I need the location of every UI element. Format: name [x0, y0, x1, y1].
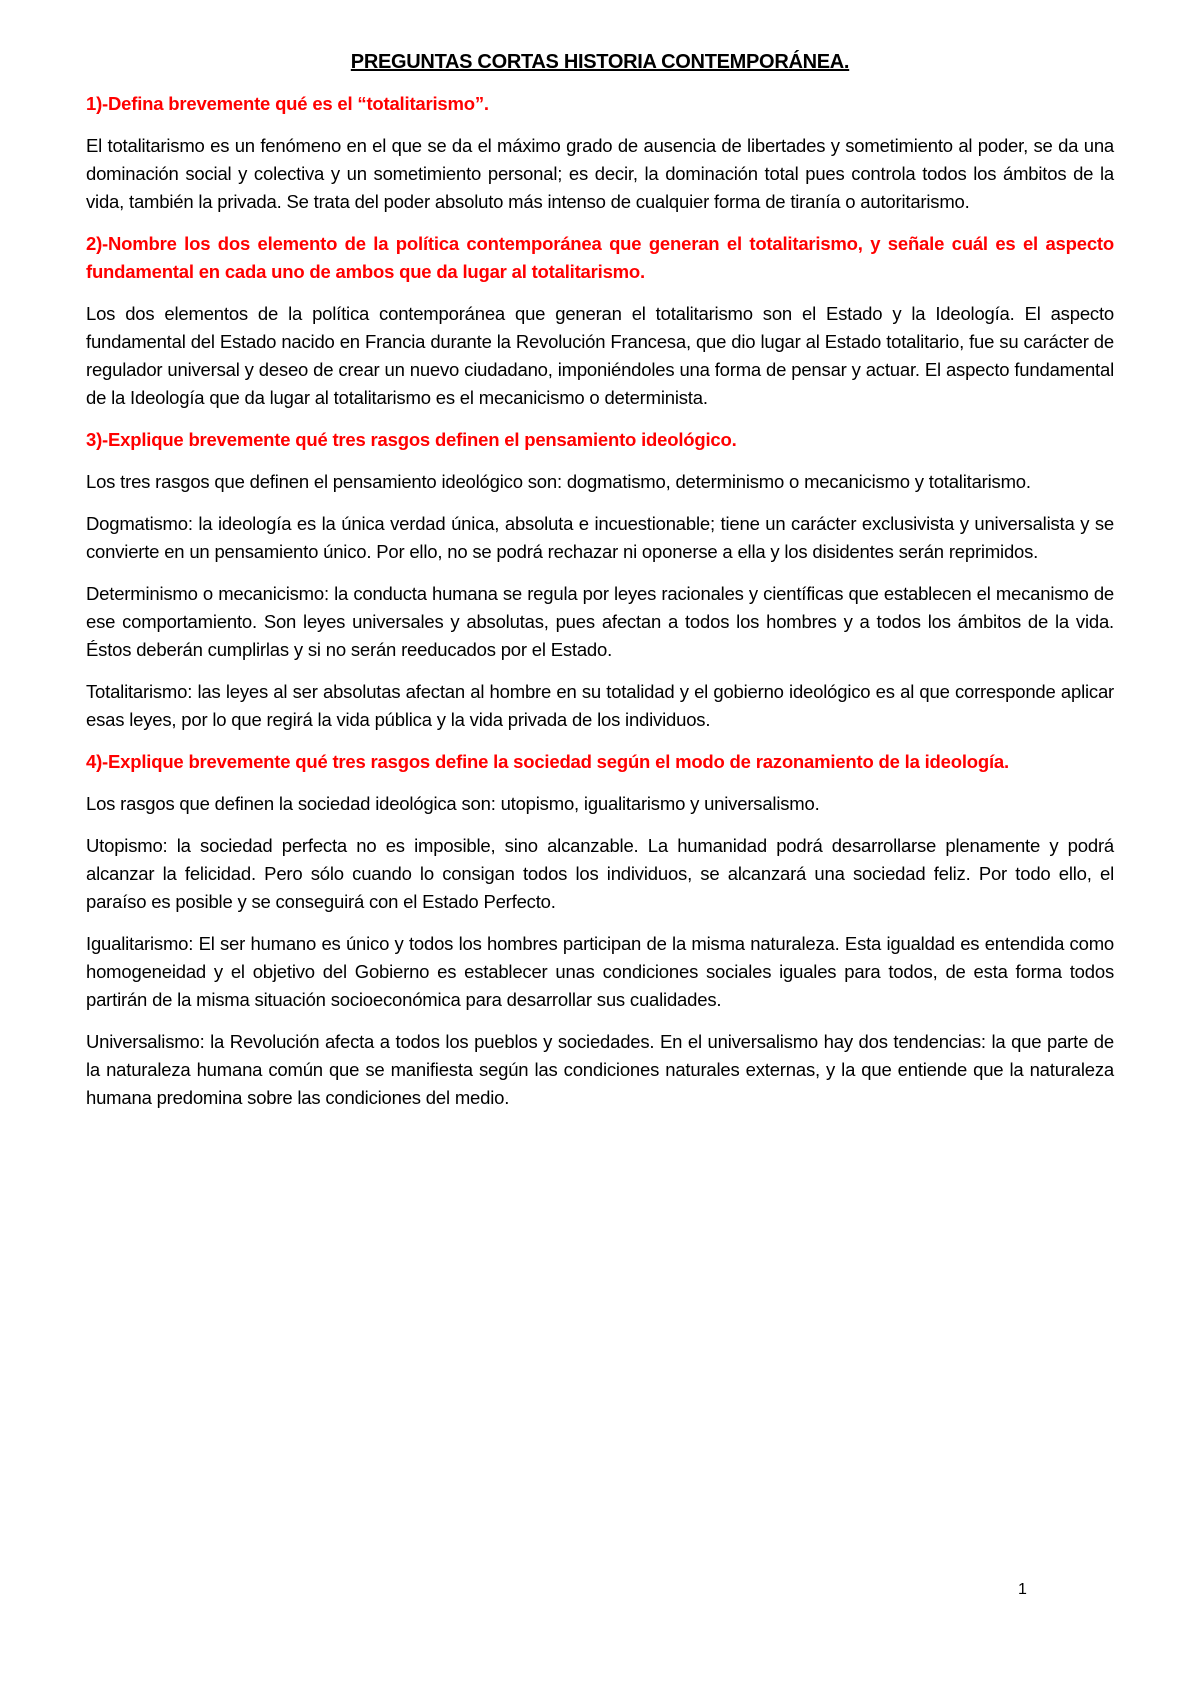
answer-3-totalitarismo: Totalitarismo: las leyes al ser absolutas afectan al hombre en su totalidad y el gobierno ideológico es al que corresponde aplicar esas leyes, por lo que regirá la vida pública y la vida privada de los individuos.: [86, 681, 1114, 730]
question-1: 1)-Defina brevemente qué es el “totalitarismo”.: [86, 93, 489, 114]
page-number: 1: [1018, 1581, 1027, 1598]
question-2: 2)-Nombre los dos elemento de la política contemporánea que generan el totalitarismo, y señale cuál es el aspecto fundamental en cada uno de ambos que da lugar al totalitarismo.: [86, 233, 1114, 282]
answer-2-paragraph-1: Los dos elementos de la política contemporánea que generan el totalitarismo son el Estado y la Ideología. El aspecto fundamental del Estado nacido en Francia durante la Revolución Francesa, que dio lugar al Estado totalitario, fue su carácter de regulador universal y deseo de crear un nuevo ciudadano, imponiéndoles una forma de pensar y actuar. El aspecto fundamental de la Ideología que da lugar al totalitarismo es el mecanicismo o determinista.: [86, 303, 1114, 408]
answer-3-determinismo: Determinismo o mecanicismo: la conducta humana se regula por leyes racionales y científicas que establecen el mecanismo de ese comportamiento. Son leyes universales y absolutas, pues afectan a todos los hombres y a todos los ámbitos de la vida. Éstos deberán cumplirlas y si no serán reeducados por el Estado.: [86, 583, 1114, 660]
answer-4-utopismo: Utopismo: la sociedad perfecta no es imposible, sino alcanzable. La humanidad podrá desarrollarse plenamente y podrá alcanzar la felicidad. Pero sólo cuando lo consigan todos los individuos, se alcanzará una sociedad feliz. Por todo ello, el paraíso es posible y se conseguirá con el Estado Perfecto.: [86, 835, 1114, 912]
question-4: 4)-Explique brevemente qué tres rasgos define la sociedad según el modo de razonamiento de la ideología.: [86, 751, 1009, 772]
answer-3-dogmatismo: Dogmatismo: la ideología es la única verdad única, absoluta e incuestionable; tiene un carácter exclusivista y universalista y se convierte en un pensamiento único. Por ello, no se podrá rechazar ni oponerse a ella y los disidentes serán reprimidos.: [86, 513, 1114, 562]
question-3: 3)-Explique brevemente qué tres rasgos definen el pensamiento ideológico.: [86, 429, 737, 450]
answer-1-paragraph-1: El totalitarismo es un fenómeno en el que se da el máximo grado de ausencia de libertades y sometimiento al poder, se da una dominación social y colectiva y un sometimiento personal; es decir, la dominación total pues controla todos los ámbitos de la vida, también la privada. Se trata del poder absoluto más intenso de cualquier forma de tiranía o autoritarismo.: [86, 135, 1114, 212]
answer-4-universalismo: Universalismo: la Revolución afecta a todos los pueblos y sociedades. En el universalismo hay dos tendencias: la que parte de la naturaleza humana común que se manifiesta según las condiciones naturales externas, y la que entiende que la naturaleza humana predomina sobre las condiciones del medio.: [86, 1031, 1114, 1108]
answer-4-paragraph-1: Los rasgos que definen la sociedad ideológica son: utopismo, igualitarismo y universalismo.: [86, 793, 820, 814]
answer-3-paragraph-1: Los tres rasgos que definen el pensamiento ideológico son: dogmatismo, determinismo o mecanicismo y totalitarismo.: [86, 471, 1031, 492]
document-content: [86, 48, 1114, 1126]
answer-4-igualitarismo: Igualitarismo: El ser humano es único y todos los hombres participan de la misma naturaleza. Esta igualdad es entendida como homogeneidad y el objetivo del Gobierno es establecer unas condiciones sociales iguales para todos, de esta forma todos partirán de la misma situación socioeconómica para desarrollar sus cualidades.: [86, 933, 1114, 1010]
document-title: PREGUNTAS CORTAS HISTORIA CONTEMPORÁNEA.: [350, 51, 850, 73]
